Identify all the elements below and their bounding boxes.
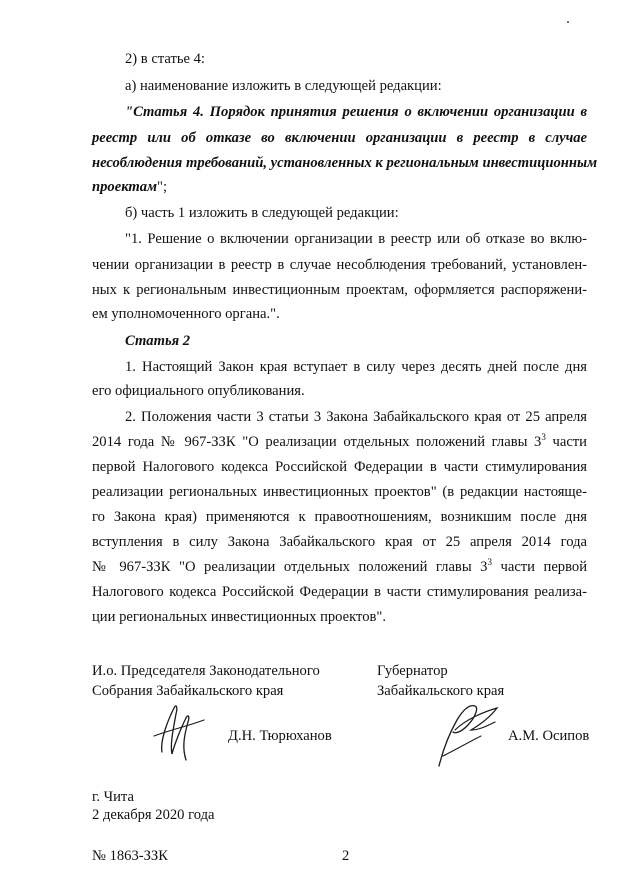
right-signatory-title-1: Губернатор — [377, 663, 448, 679]
footer-city: г. Чита — [92, 789, 134, 805]
text-span: 2014 года № 967-ЗЗК "О реализации отдельных положений главы 3 — [92, 434, 542, 450]
text-line: б) часть 1 изложить в следующей редакции: — [125, 205, 399, 221]
text-line: а) наименование изложить в следующей редакции: — [125, 78, 442, 94]
right-signature-icon — [425, 690, 505, 775]
text-line: его официального опубликования. — [92, 383, 305, 399]
article-2-heading: Статья 2 — [125, 333, 191, 349]
text-line: "1. Решение о включении организации в реестр или об отказе во вклю- — [125, 231, 587, 247]
text-line: первой Налогового кодекса Российской Федерации в части стимулирования — [92, 459, 587, 475]
text-line: ции региональных инвестиционных проектов". — [92, 609, 387, 625]
text-line — [92, 558, 587, 576]
superscript: 3 — [487, 557, 492, 567]
text-line: вступления в силу Закона Забайкальского края от 25 апреля 2014 года — [92, 534, 587, 550]
right-signatory-name: А.М. Осипов — [508, 728, 590, 744]
text-line: го Закона края) применяются к правоотношениям, возникшим после дня — [92, 509, 587, 525]
left-signatory-title-1: И.о. Председателя Законодательного — [92, 663, 320, 679]
article-4-heading-line: несоблюдения требований, установленных к региональным инвестиционным — [92, 155, 598, 171]
text-line: Налогового кодекса Российской Федерации в части стимулирования реализа- — [92, 584, 587, 600]
text-span: № 967-ЗЗК "О реализации отдельных положений главы 3 — [92, 559, 488, 575]
left-signature-icon — [140, 690, 220, 770]
text-line: ем уполномоченного органа.". — [92, 306, 280, 322]
footer-date: 2 декабря 2020 года — [92, 807, 215, 823]
law-number: № 1863-ЗЗК — [92, 848, 168, 864]
scan-speck — [567, 21, 569, 23]
article-4-heading-end — [92, 178, 167, 196]
text-line: 1. Настоящий Закон края вступает в силу через десять дней после дня — [125, 359, 587, 375]
article-4-heading-line: "Статья 4. Порядок принятия решения о включении организации в — [125, 104, 587, 120]
left-signatory-name: Д.Н. Тюрюханов — [228, 728, 332, 744]
text-line: 2. Положения части 3 статьи 3 Закона Забайкальского края от 25 апреля — [125, 409, 587, 425]
text-line: 2) в статье 4: — [125, 51, 205, 67]
article-4-heading-last-word: проектам — [92, 179, 158, 195]
text-span: части — [545, 434, 587, 450]
text-line: ных к региональным инвестиционным проектам, оформляется распоряжени- — [92, 282, 587, 298]
text-line — [92, 433, 587, 451]
text-line: реализации региональных инвестиционных проектов" (в редакции настояще- — [92, 484, 587, 500]
page-number: 2 — [342, 848, 350, 864]
left-signatory-title-2: Собрания Забайкальского края — [92, 683, 284, 699]
article-4-heading-line: реестр или об отказе во включении организации в реестр в случае — [92, 130, 587, 146]
closing-quote: "; — [157, 179, 168, 195]
superscript: 3 — [541, 432, 546, 442]
right-signatory-title-2: Забайкальского края — [377, 683, 505, 699]
text-span: части первой — [491, 559, 588, 575]
text-line: чении организации в реестр в случае несоблюдения требований, установлен- — [92, 257, 587, 273]
